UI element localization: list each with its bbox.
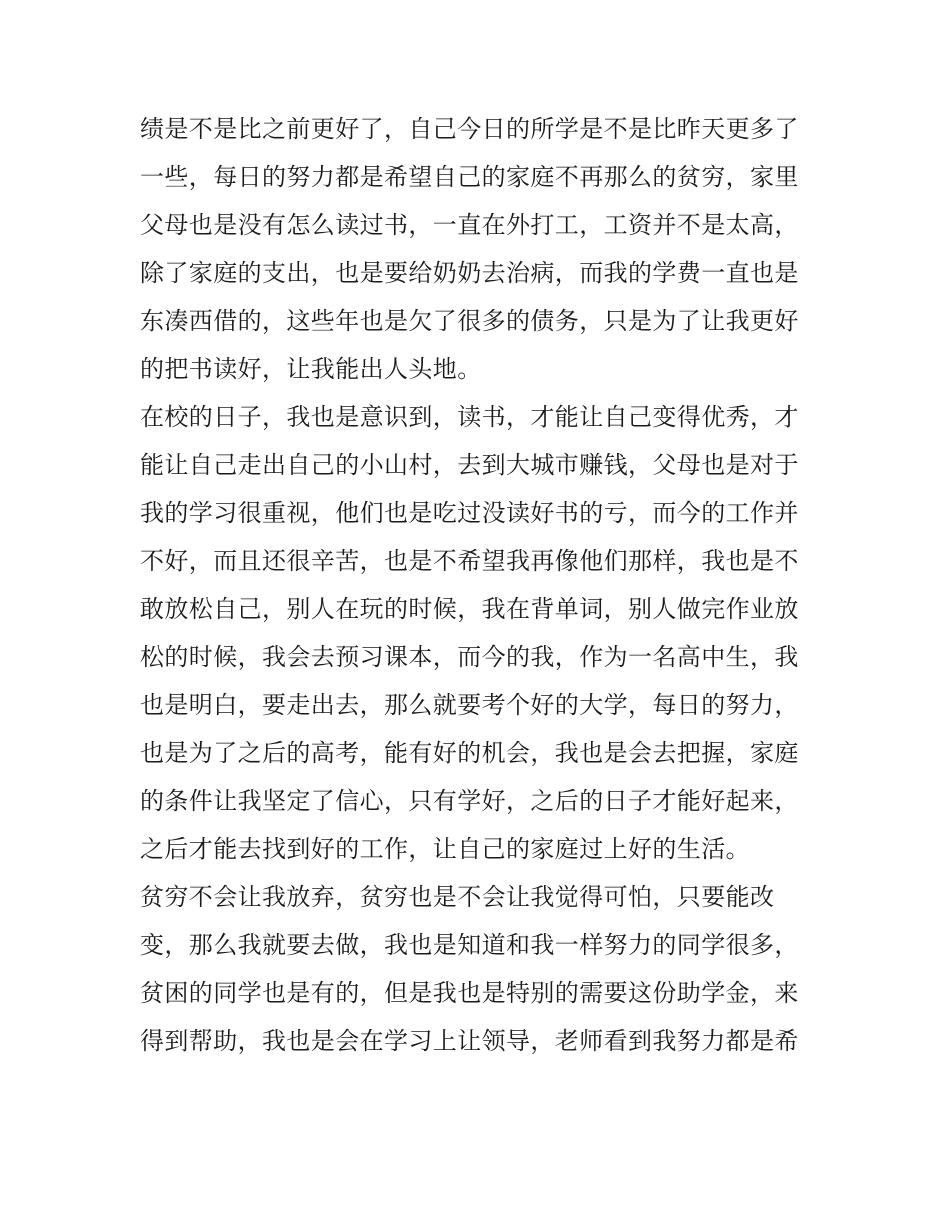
text-line: 一些，每日的努力都是希望自己的家庭不再那么的贫穷，家里 [140, 163, 799, 191]
document-body [140, 105, 820, 1065]
text-line: 敢放松自己，别人在玩的时候，我在背单词，别人做完作业放 [140, 595, 799, 623]
text-line: 东凑西借的，这些年也是欠了很多的债务，只是为了让我更好 [140, 307, 799, 335]
text-line: 变，那么我就要去做，我也是知道和我一样努力的同学很多， [140, 931, 799, 959]
text-line: 在校的日子，我也是意识到，读书，才能让自己变得优秀，才 [140, 403, 799, 431]
text-line: 也是明白，要走出去，那么就要考个好的大学，每日的努力， [140, 691, 799, 719]
text-line: 贫穷不会让我放弃，贫穷也是不会让我觉得可怕，只要能改 [140, 883, 775, 911]
text-line: 除了家庭的支出，也是要给奶奶去治病，而我的学费一直也是 [140, 259, 799, 287]
text-line: 我的学习很重视，他们也是吃过没读好书的亏，而今的工作并 [140, 499, 799, 527]
text-line: 能让自己走出自己的小山村，去到大城市赚钱，父母也是对于 [140, 451, 799, 479]
text-line: 的把书读好，让我能出人头地。 [140, 355, 482, 383]
text-line: 的条件让我坚定了信心，只有学好，之后的日子才能好起来， [140, 787, 799, 815]
text-line: 松的时候，我会去预习课本，而今的我，作为一名高中生，我 [140, 643, 799, 671]
text-line: 父母也是没有怎么读过书，一直在外打工，工资并不是太高， [140, 211, 799, 239]
text-line: 贫困的同学也是有的，但是我也是特别的需要这份助学金，来 [140, 979, 799, 1007]
text-line: 绩是不是比之前更好了，自己今日的所学是不是比昨天更多了 [140, 115, 799, 143]
text-line: 不好，而且还很辛苦，也是不希望我再像他们那样，我也是不 [140, 547, 799, 575]
text-line: 得到帮助，我也是会在学习上让领导，老师看到我努力都是希 [140, 1027, 799, 1055]
text-line: 之后才能去找到好的工作，让自己的家庭过上好的生活。 [140, 835, 750, 863]
text-line: 也是为了之后的高考，能有好的机会，我也是会去把握，家庭 [140, 739, 799, 767]
